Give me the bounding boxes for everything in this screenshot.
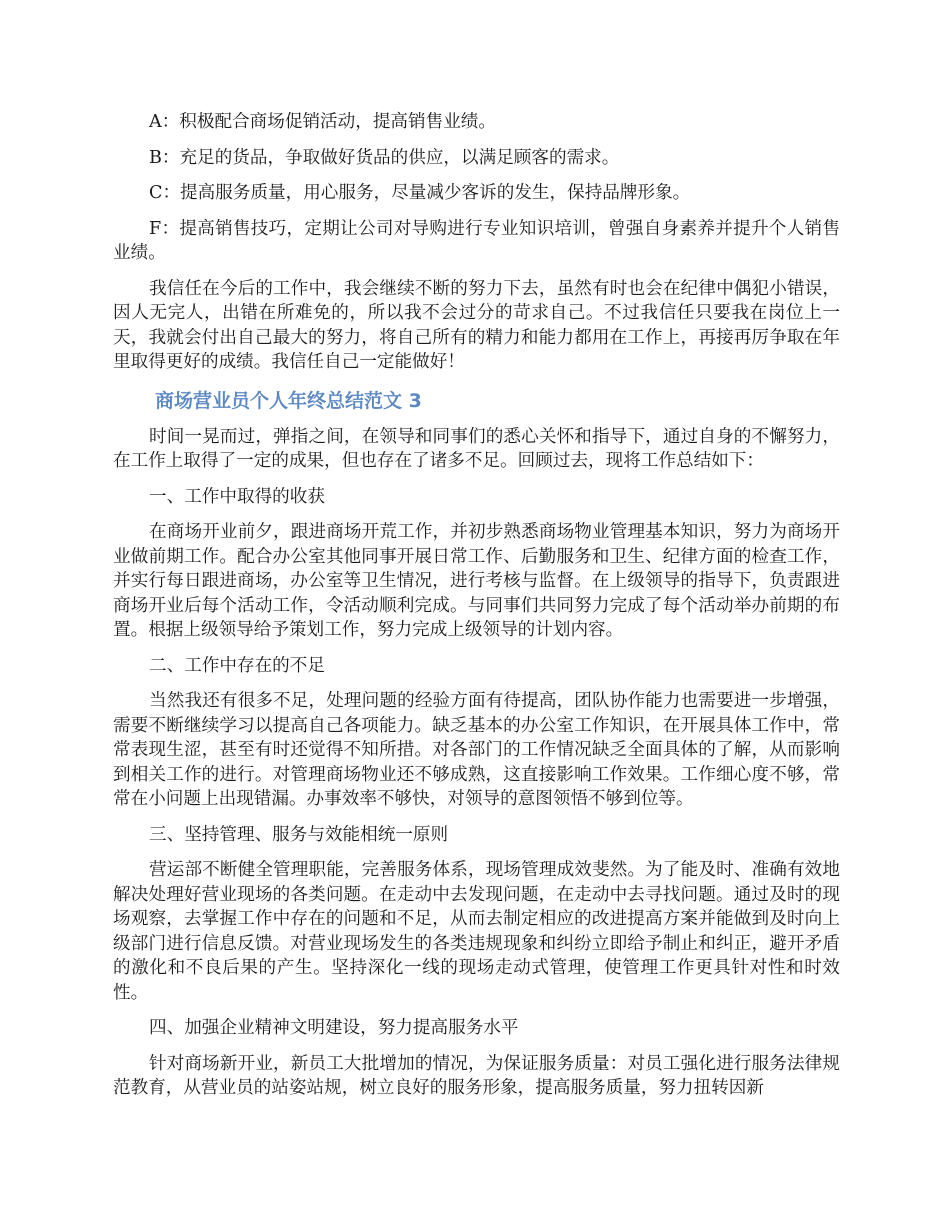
document-body [113, 110, 840, 1112]
body-paragraph-3: 营运部不断健全管理职能，完善服务体系，现场管理成效斐然。为了能及时、准确有效地解决处理好营业现场的各类问题。在走动中去发现问题，在走动中去寻找问题。通过及时的现场观察，去掌握工作中存在的问题和不足，从而去制定相应的改进提高方案并能做到及时向上级部门进行信息反馈。对营业现场发生的各类违规现象和纠纷立即给予制止和纠正，避开矛盾的激化和不良后果的产生。坚持深化一线的现场走动式管理，使管理工作更具针对性和时效性。 [113, 860, 840, 1003]
intro-paragraph: 时间一晃而过，弹指之间，在领导和同事们的悉心关怀和指导下，通过自身的不懈努力，在工作上取得了一定的成果，但也存在了诸多不足。回顾过去，现将工作总结如下： [113, 426, 840, 471]
list-item-b: B：充足的货品，争取做好货品的供应，以满足顾客的需求。 [149, 147, 620, 168]
subheading-1: 一、工作中取得的收获 [149, 486, 325, 507]
body-paragraph-4: 针对商场新开业，新员工大批增加的情况，为保证服务质量：对员工强化进行服务法律规范教育，从营业员的站姿站规，树立良好的服务形象，提高服务质量，努力扭转因新 [113, 1053, 840, 1098]
body-paragraph-1: 在商场开业前夕，跟进商场开荒工作，并初步熟悉商场物业管理基本知识，努力为商场开业做前期工作。配合办公室其他同事开展日常工作、后勤服务和卫生、纪律方面的检查工作，并实行每日跟进商场，办公室等卫生情况，进行考核与监督。在上级领导的指导下，负责跟进商场开业后每个活动工作，令活动顺利完成。与同事们共同努力完成了每个活动举办前期的布置。根据上级领导给予策划工作，努力完成上级领导的计划内容。 [113, 522, 840, 640]
list-item-f: F：提高销售技巧，定期让公司对导购进行专业知识培训，曾强自身素养并提升个人销售业绩。 [113, 218, 840, 263]
subheading-2: 二、工作中存在的不足 [149, 655, 325, 676]
section-title: 商场营业员个人年终总结范文 3 [155, 389, 422, 412]
subheading-3: 三、坚持管理、服务与效能相统一原则 [149, 824, 449, 845]
closing-paragraph: 我信任在今后的工作中，我会继续不断的努力下去，虽然有时也会在纪律中偶犯小错误，因人无完人，出错在所难免的，所以我不会过分的苛求自己。不过我信任只要我在岗位上一天，我就会付出自己最大的努力，将自己所有的精力和能力都用在工作上，再接再厉争取在年里取得更好的成绩。我信任自己一定能做好！ [113, 278, 840, 372]
list-item-a: A：积极配合商场促销活动，提高销售业绩。 [149, 112, 496, 132]
list-item-c: C：提高服务质量，用心服务，尽量减少客诉的发生，保持品牌形象。 [149, 183, 691, 203]
subheading-4: 四、加强企业精神文明建设，努力提高服务水平 [149, 1018, 519, 1038]
body-paragraph-2: 当然我还有很多不足，处理问题的经验方面有待提高，团队协作能力也需要进一步增强，需要不断继续学习以提高自己各项能力。缺乏基本的办公室工作知识，在开展具体工作中，常常表现生涩，甚至有时还觉得不知所措。对各部门的工作情况缺乏全面具体的了解，从而影响到相关工作的进行。对管理商场物业还不够成熟，这直接影响工作效果。工作细心度不够，常常在小问题上出现错漏。办事效率不够快，对领导的意图领悟不够到位等。 [113, 691, 840, 809]
